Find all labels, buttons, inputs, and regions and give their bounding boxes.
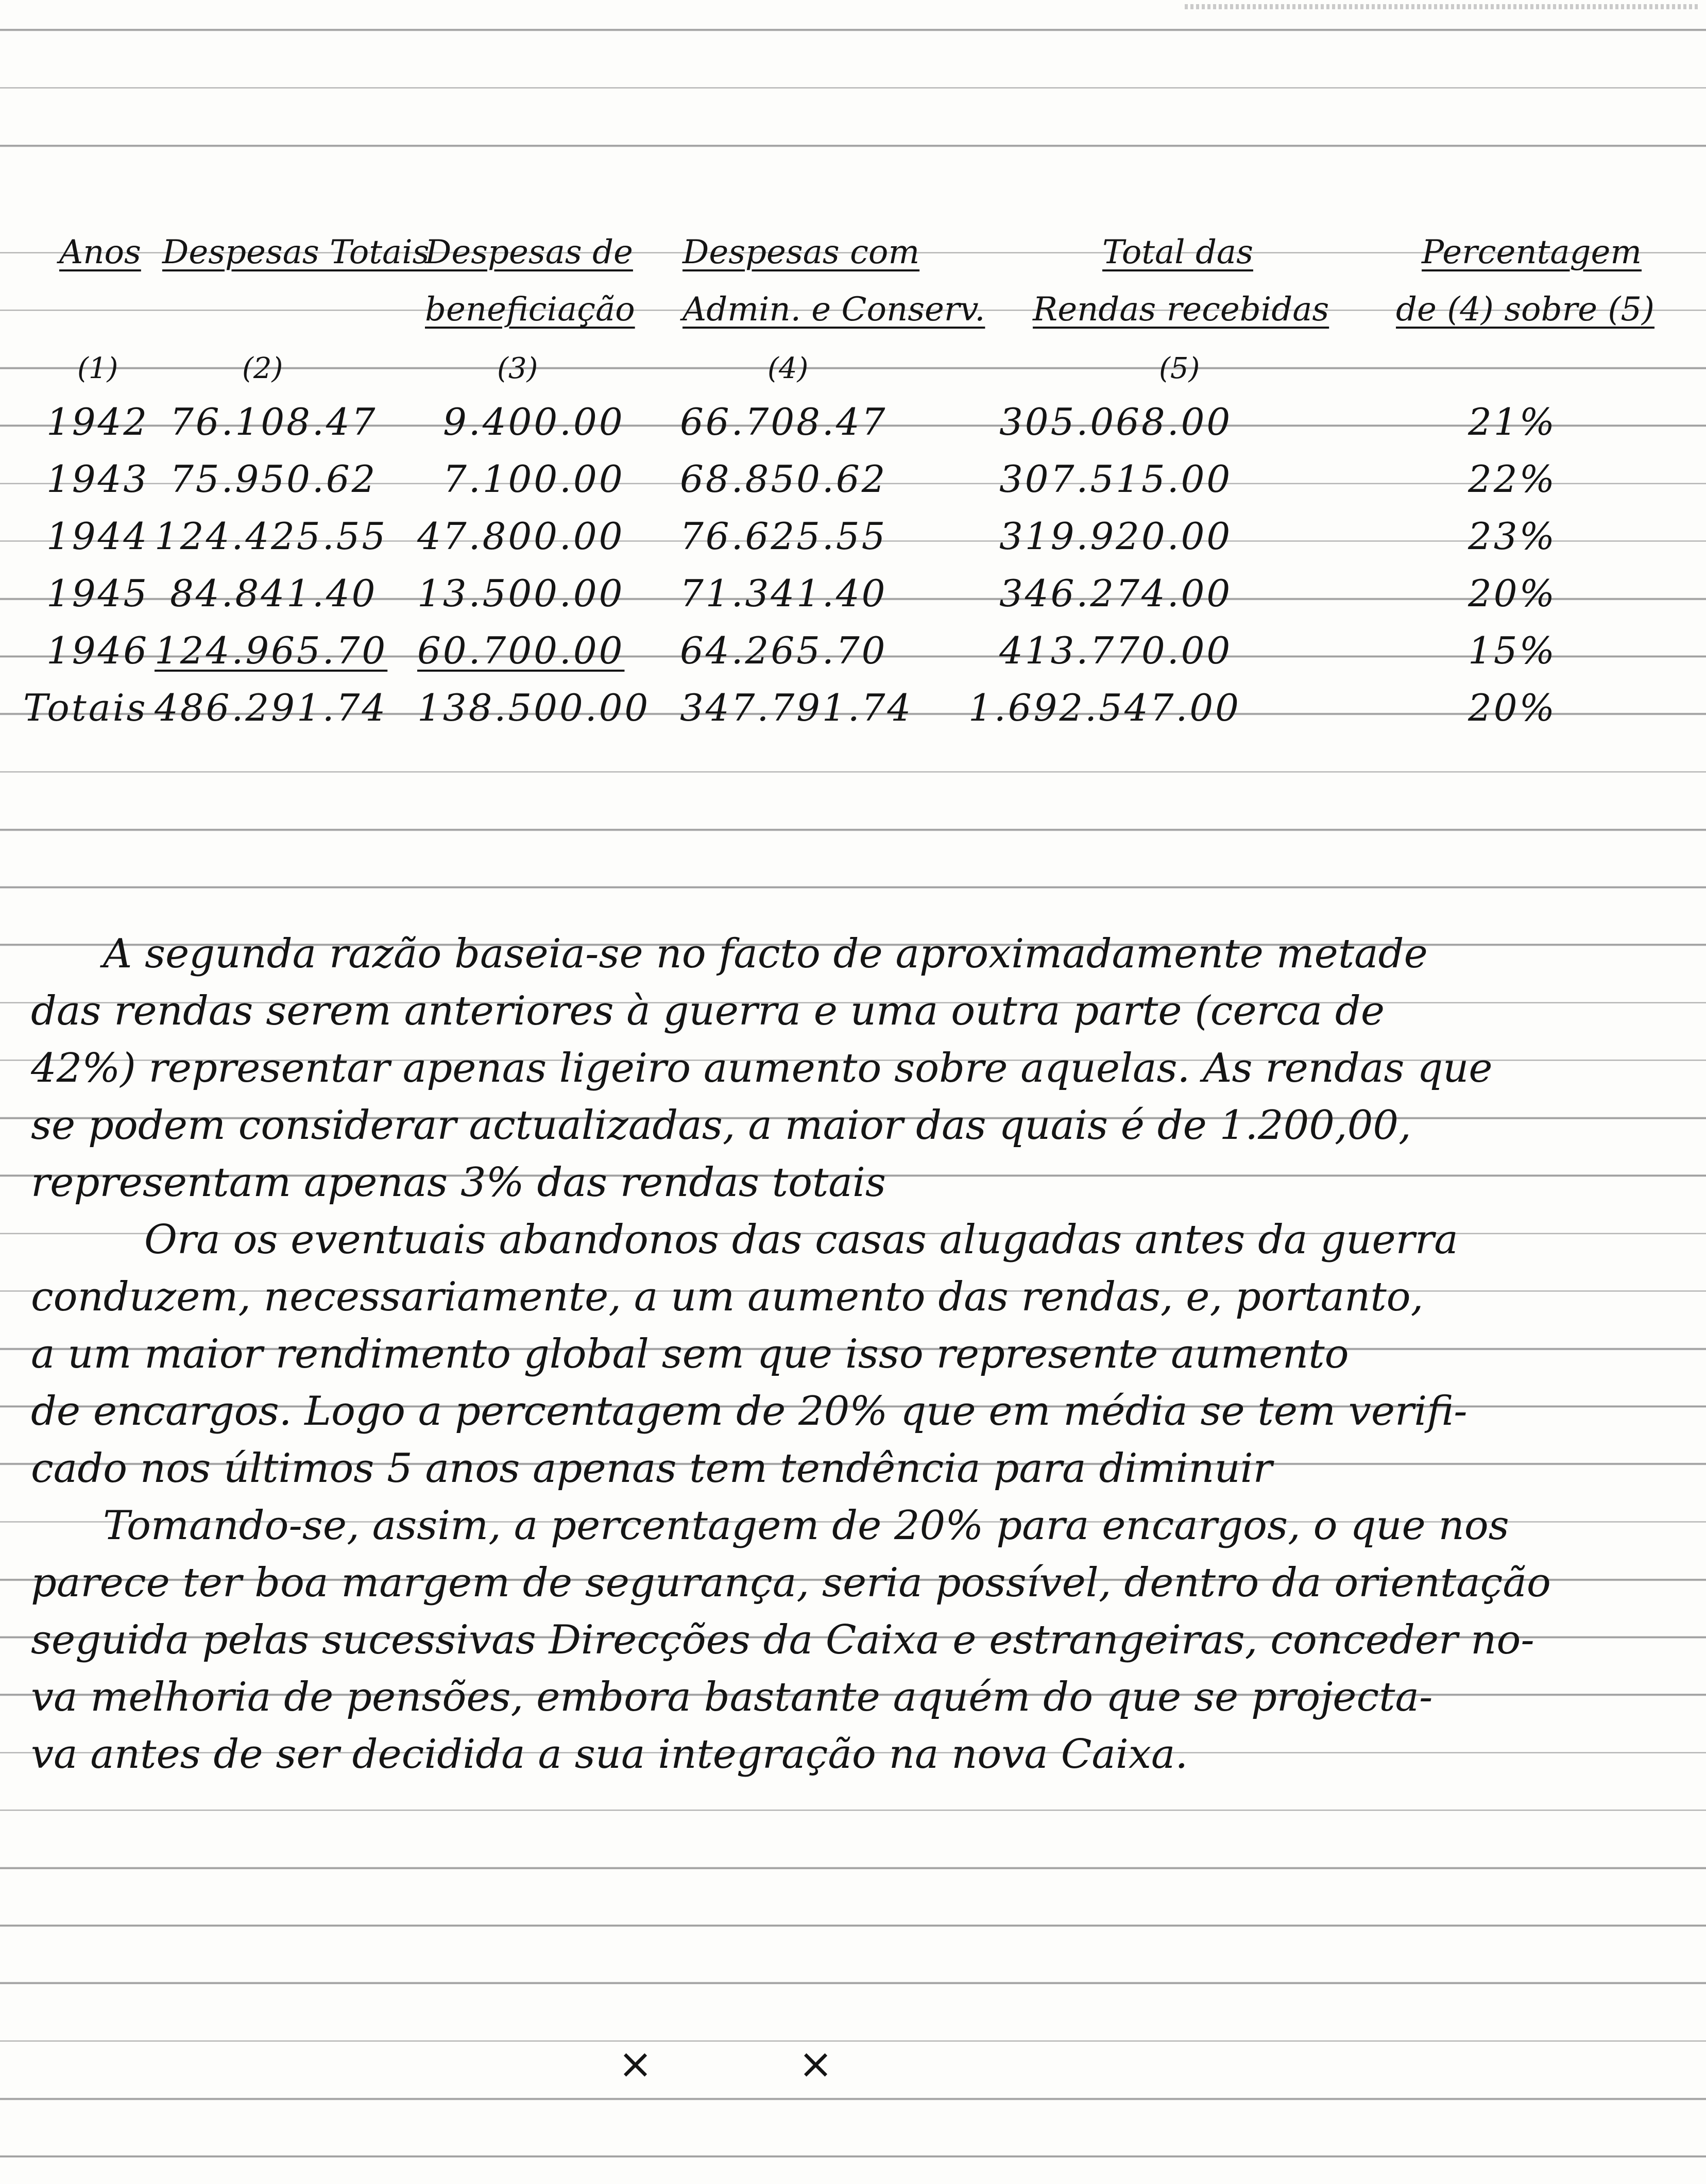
table-header-row-2 <box>21 279 1695 335</box>
cell-percentage: 21% <box>1468 400 1557 443</box>
body-line: va antes de ser decidida a sua integração na nova Caixa. <box>31 1731 1188 1778</box>
body-line: conduzem, necessariamente, a um aumento das rendas, e, portanto, <box>31 1274 1424 1320</box>
cell-total-expenses: 124.965.70 <box>155 629 388 672</box>
cell-percentage: 20% <box>1468 572 1557 615</box>
body-line: cado nos últimos 5 anos apenas tem tendência para diminuir <box>31 1445 1272 1492</box>
cell-totals-label: Totais <box>23 686 148 729</box>
cell-improvement-expenses: 13.500.00 <box>417 572 625 615</box>
cell-admin-expenses: 71.341.40 <box>680 572 888 615</box>
cell-improvement-expenses: 60.700.00 <box>417 629 625 672</box>
cell-total-expenses: 124.425.55 <box>155 515 388 558</box>
body-line: Tomando-se, assim, a percentagem de 20% para encargos, o que nos <box>103 1503 1509 1549</box>
column-number-3: (3) <box>497 352 538 385</box>
cell-totals-percentage: 20% <box>1468 686 1557 729</box>
body-line: a um maior rendimento global sem que isso represente aumento <box>31 1331 1349 1377</box>
header-percentage-line2: de (4) sobre (5) <box>1396 291 1654 329</box>
cell-year: 1943 <box>46 457 149 501</box>
cell-admin-expenses: 66.708.47 <box>680 400 888 443</box>
cell-total-rents: 346.274.00 <box>999 572 1233 615</box>
body-line: va melhoria de pensões, embora bastante aquém do que se projecta- <box>31 1674 1433 1720</box>
cell-admin-expenses: 76.625.55 <box>680 515 888 558</box>
cell-improvement-expenses: 9.400.00 <box>443 400 625 443</box>
header-total-rents-line2: Rendas recebidas <box>1033 291 1329 329</box>
body-line: representam apenas 3% das rendas totais <box>31 1159 886 1206</box>
column-number-5: (5) <box>1159 352 1200 385</box>
cell-total-expenses: 75.950.62 <box>170 457 378 501</box>
cell-totals-improvement-expenses: 138.500.00 <box>417 686 651 729</box>
header-improvement-expenses: Despesas de <box>425 233 633 271</box>
header-percentage: Percentagem <box>1422 233 1642 271</box>
cell-admin-expenses: 68.850.62 <box>680 457 888 501</box>
header-total-expenses: Despesas Totais <box>162 233 430 271</box>
body-line: Ora os eventuais abandonos das casas alugadas antes da guerra <box>144 1217 1458 1263</box>
cell-year: 1944 <box>46 515 149 558</box>
header-improvement-expenses-line2: beneficiação <box>425 291 635 329</box>
header-total-rents: Total das <box>1102 233 1253 271</box>
cell-total-rents: 307.515.00 <box>999 457 1233 501</box>
column-number-4: (4) <box>767 352 809 385</box>
cell-percentage: 23% <box>1468 515 1557 558</box>
table-totals-row <box>21 679 1695 736</box>
torn-edge-marks <box>1185 4 1700 9</box>
header-admin-expenses: Despesas com <box>683 233 920 271</box>
cell-percentage: 22% <box>1468 457 1557 501</box>
body-line: parece ter boa margem de segurança, seria possível, dentro da orientação <box>31 1560 1551 1606</box>
table-row <box>21 450 1695 507</box>
header-admin-expenses-line2: Admin. e Conserv. <box>683 291 985 329</box>
table-column-numbers <box>21 336 1695 393</box>
cell-admin-expenses: 64.265.70 <box>680 629 888 672</box>
cell-percentage: 15% <box>1468 629 1557 672</box>
body-line: seguida pelas sucessivas Direcções da Caixa e estrangeiras, conceder no- <box>31 1617 1534 1663</box>
header-years: Anos <box>59 233 141 271</box>
cell-totals-admin-expenses: 347.791.74 <box>680 686 913 729</box>
body-line: se podem considerar actualizadas, a maior das quais é de 1.200,00, <box>31 1102 1411 1149</box>
body-line: das rendas serem anteriores à guerra e uma outra parte (cerca de <box>31 988 1385 1034</box>
table-row <box>21 507 1695 564</box>
cell-year: 1946 <box>46 629 149 672</box>
column-number-2: (2) <box>242 352 283 385</box>
body-line: A segunda razão baseia-se no facto de aproximadamente metade <box>103 931 1428 977</box>
body-line: 42%) representar apenas ligeiro aumento sobre aquelas. As rendas que <box>31 1045 1493 1091</box>
table-row <box>21 565 1695 621</box>
closing-mark-right: × <box>798 2040 833 2088</box>
cell-improvement-expenses: 47.800.00 <box>417 515 625 558</box>
cell-total-rents: 413.770.00 <box>999 629 1233 672</box>
body-line: de encargos. Logo a percentagem de 20% que em média se tem verifi- <box>31 1388 1468 1435</box>
cell-total-rents: 319.920.00 <box>999 515 1233 558</box>
cell-improvement-expenses: 7.100.00 <box>443 457 625 501</box>
cell-year: 1945 <box>46 572 149 615</box>
cell-total-rents: 305.068.00 <box>999 400 1233 443</box>
cell-total-expenses: 84.841.40 <box>170 572 378 615</box>
cell-totals-total-expenses: 486.291.74 <box>155 686 388 729</box>
table-header-row-1 <box>21 221 1695 278</box>
cell-totals-total-rents: 1.692.547.00 <box>968 686 1241 729</box>
table-row <box>21 393 1695 450</box>
table-row <box>21 622 1695 678</box>
column-number-1: (1) <box>77 352 118 385</box>
cell-total-expenses: 76.108.47 <box>170 400 378 443</box>
closing-mark-left: × <box>618 2040 653 2088</box>
cell-year: 1942 <box>46 400 149 443</box>
closing-marks <box>618 2040 845 2091</box>
